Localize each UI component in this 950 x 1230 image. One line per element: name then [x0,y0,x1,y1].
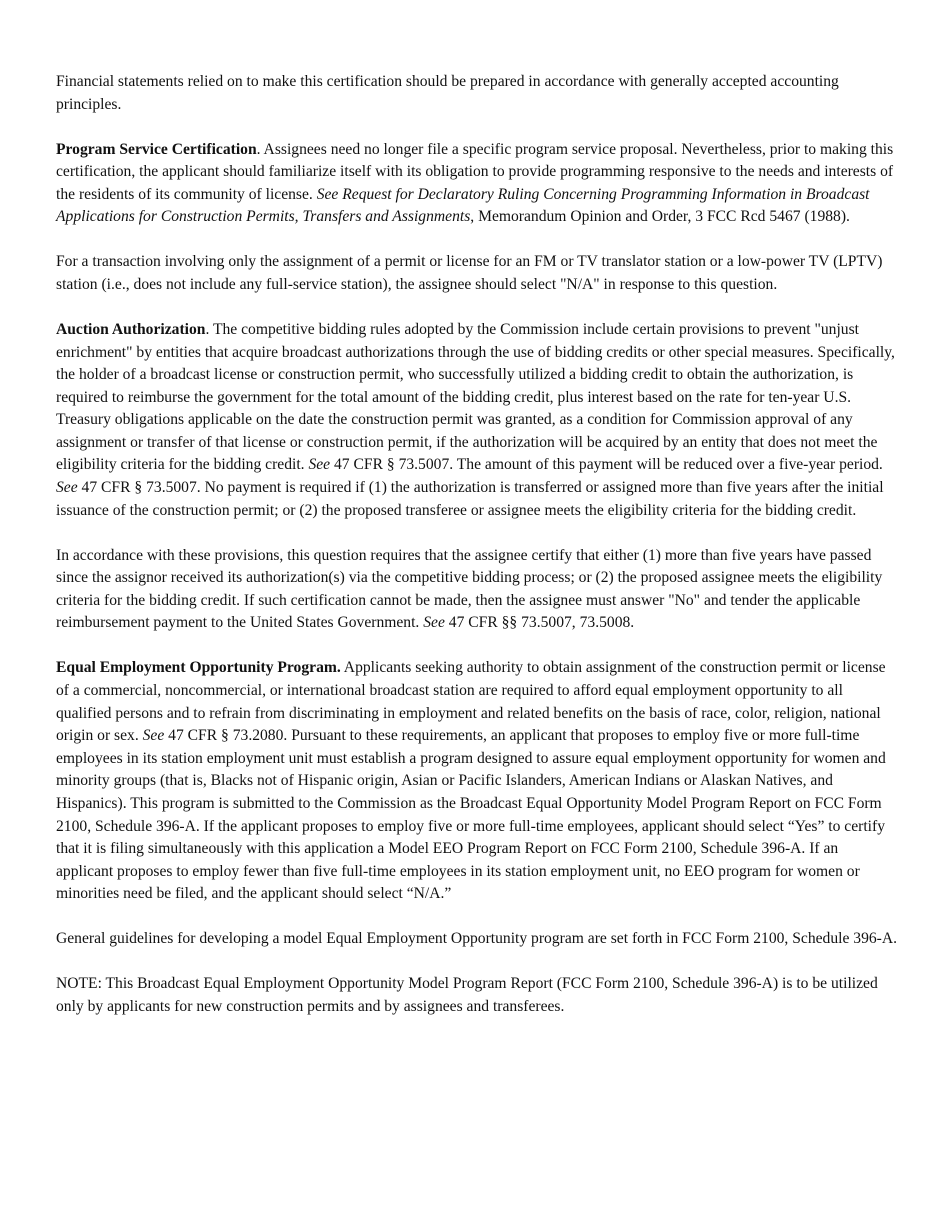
eeo-see: See [142,727,165,745]
eeo-body: Applicants seeking authority to obtain assignment of the construction permit or license of a commercial, noncommercial, or international broadcast station are required to afford equal employment opportunity to all qualified persons and to refrain from discriminating in employment and related benefits on the basis of race, color, religion, national origin or sex. [56,659,886,745]
program-service-body-end: , Memorandum Opinion and Order, 3 FCC Rcd 5467 (1988). [470,208,850,226]
paragraph-translator: For a transaction involving only the assignment of a permit or license for an FM or TV translator station or a low-power TV (LPTV) station (i.e., does not include any full-service station), the assignee should select "N/A" in response to this question. [56,253,883,293]
paragraph-eeo-program [56,657,898,906]
paragraph-note: NOTE: This Broadcast Equal Employment Opportunity Model Program Report (FCC Form 2100, Schedule 396-A) is to be utilized only by applicants for new construction permits and by assignees and transferees. [56,975,878,1015]
auction-body-3: 47 CFR § 73.5007. No payment is required if (1) the authorization is transferred or assigned more than five years after the initial issuance of the construction permit; or (2) the proposed transferee or assignee meets the eligibility criteria for the bidding credit. [56,479,884,519]
auction-see-1: See [308,456,331,474]
auction-body: . The competitive bidding rules adopted by the Commission include certain provisions to prevent "unjust enrichment" by entities that acquire broadcast authorizations through the use of bidding credits or other special measures. Specifically, the holder of a broadcast license or construction permit, who successfully utilized a bidding credit to obtain the authorization, is required to reimburse the government for the total amount of the bidding credit, plus interest based on the rate for ten-year U.S. Treasury obligations applicable on the date the construction permit was granted, as a condition for Commission approval of any assignment or transfer of that license or construction permit, if the authorization will be acquired by an entity that does not meet the eligibility criteria for the bidding credit. [56,320,895,474]
program-service-body: . Assignees need no longer file a specific program service proposal. Nevertheless, prior to making this certification, the applicant should familiarize itself with its obligation to provide programming responsive to the needs and interests of the residents of its community of license. [56,140,894,203]
eeo-heading: Equal Employment Opportunity Program. [56,659,341,677]
program-service-citation: See Request for Declaratory Ruling Concerning Programming Information in Broadcast Applications for Construction Permits, Transfers and Assignments [56,185,870,226]
program-service-heading: Program Service Certification [56,140,257,158]
eeo-body-2: 47 CFR § 73.2080. Pursuant to these requirements, an applicant that proposes to employ five or more full-time employees in its station employment unit must establish a program designed to assure equal employment opportunity for women and minority groups (that is, Blacks not of Hispanic origin, Asian or Pacific Islanders, American Indians or Alaskan Natives, and Hispanics). This program is submitted to the Commission as the Broadcast Equal Opportunity Model Program Report on FCC Form 2100, Schedule 396-A. If the applicant proposes to employ five or more full-time employees, applicant should select “Yes” to certify that it is filing simultaneously with this application a Model EEO Program Report on FCC Form 2100, Schedule 396-A. If an applicant proposes to employ fewer than five full-time employees in its station employment unit, no EEO program for women or minorities need be filed, and the applicant should select “N/A.” [56,727,886,903]
accordance-see: See [423,614,445,632]
paragraph-program-service [56,139,898,229]
auction-body-2: 47 CFR § 73.5007. The amount of this payment will be reduced over a five-year period. [330,456,883,474]
paragraph-general-guidelines: General guidelines for developing a model Equal Employment Opportunity program are set forth in FCC Form 2100, Schedule 396-A. [56,930,898,948]
paragraph-accordance [56,545,898,635]
paragraph-auction-authorization [56,319,898,522]
accordance-body-2: 47 CFR §§ 73.5007, 73.5008. [444,614,635,632]
accordance-body: In accordance with these provisions, this question requires that the assignee certify that either (1) more than five years have passed since the assignor received its authorization(s) via the competitive bidding process; or (2) the proposed assignee meets the eligibility criteria for the bidding credit. If such certification cannot be made, then the assignee must answer "No" and tender the applicable reimbursement payment to the United States Government. [56,546,883,632]
paragraph-financial-statements: Financial statements relied on to make this certification should be prepared in accordance with generally accepted accounting principles. [56,73,839,113]
auction-see-2: See [56,479,78,497]
auction-heading: Auction Authorization [56,320,206,338]
